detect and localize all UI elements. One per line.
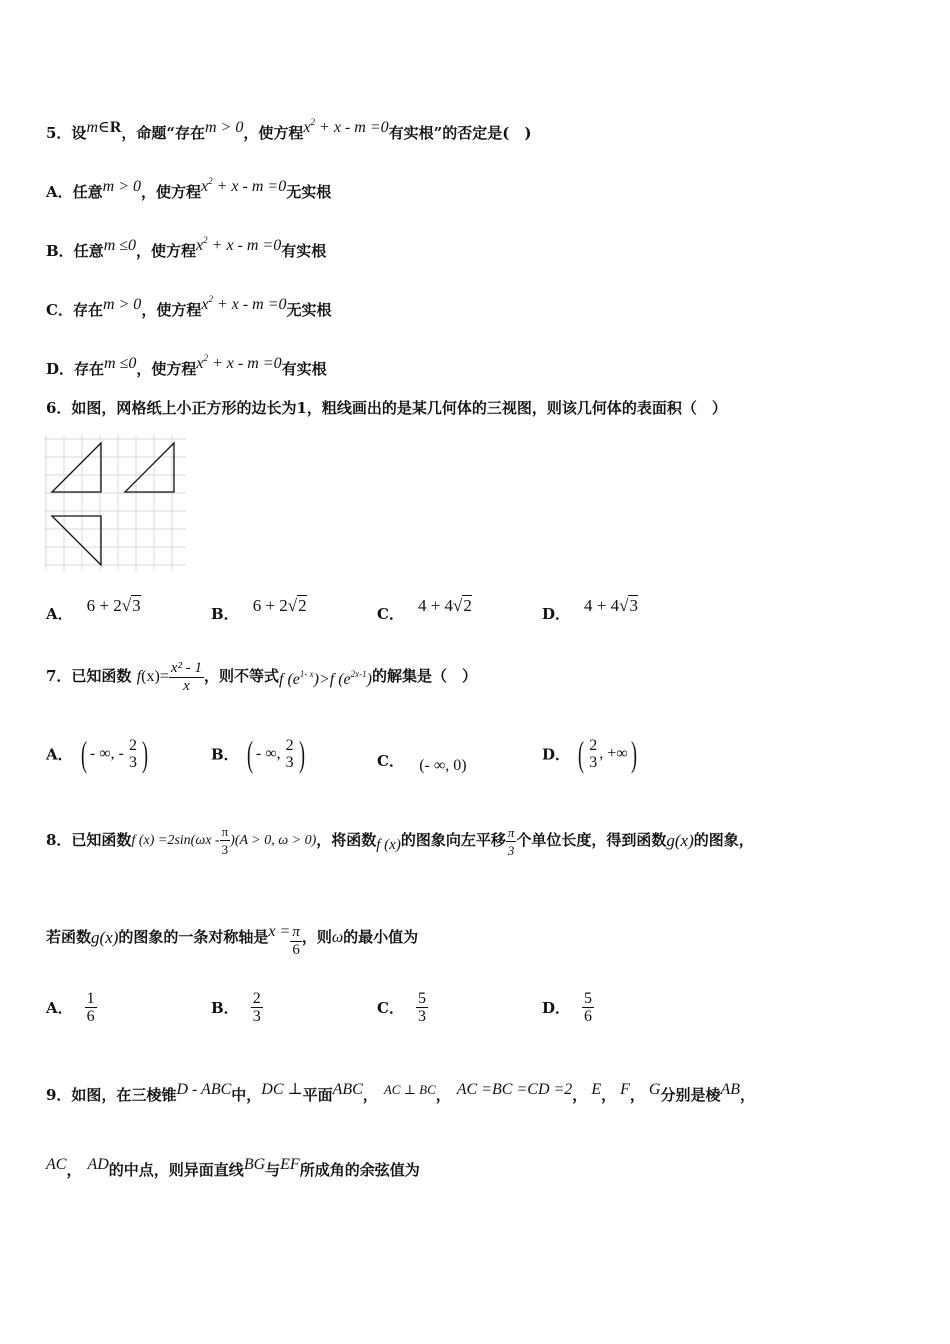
q9-l2-t4: 所成角的余弦值为	[299, 1161, 420, 1179]
option-value	[416, 990, 428, 1025]
q5-eq-x: x	[303, 119, 311, 136]
frac-den: 3	[417, 1008, 426, 1025]
option-label: A．任意	[46, 183, 103, 201]
q5-option-a[interactable]	[46, 171, 331, 202]
question-6-stem: 6．如图，网格纸上小正方形的边长为1，粗线画出的是某几何体的三视图，则该几何体的表面积（ ）	[46, 399, 727, 417]
q5-cond: m > 0	[205, 119, 244, 136]
q6-option-a[interactable]	[46, 596, 141, 624]
q7-fraction	[169, 660, 204, 695]
q9-t4: ，	[435, 1086, 451, 1104]
option-eq: $x^2 + x - m =0$	[196, 353, 282, 372]
q8-pi-over-3	[220, 823, 231, 858]
q6-option-d[interactable]	[542, 596, 638, 624]
option-label: B．任意	[46, 242, 104, 260]
frac-num: π	[292, 924, 300, 940]
q6-option-b[interactable]	[211, 596, 307, 624]
q9-G: G	[648, 1081, 661, 1098]
question-8-stem	[46, 822, 754, 863]
option-value: 4 + 4√2	[417, 596, 472, 615]
q5-option-d[interactable]	[46, 348, 327, 379]
option-label: D．	[542, 605, 571, 623]
value-rad: 2	[463, 596, 472, 615]
q8-fdef-b: )(A > 0, ω > 0)	[230, 833, 317, 848]
option-label: C．	[377, 605, 404, 623]
q7-option-c[interactable]	[377, 750, 467, 775]
q8-text-e: 的图象，	[693, 831, 754, 849]
option-tail: 有实根	[281, 360, 327, 378]
q9-l2-t2: 的中点，则异面直线	[108, 1161, 244, 1179]
value-op: + 4	[426, 596, 454, 615]
three-view-figure	[44, 435, 186, 571]
frac-den: 3	[221, 842, 229, 858]
q9-AC: AC	[46, 1156, 67, 1173]
frac-den: 3	[252, 1008, 261, 1025]
q8-omega: ω	[331, 929, 344, 946]
front-view-triangle	[52, 443, 101, 492]
q9-t9: ，	[740, 1086, 756, 1104]
option-value: 6 + 2√3	[86, 596, 141, 615]
option-value: (- ∞, 0)	[419, 757, 467, 774]
q9-F: F	[620, 1081, 630, 1098]
option-tail: 无实根	[286, 183, 332, 201]
q9-t7: ，	[629, 1086, 645, 1104]
q8-shift	[506, 824, 517, 859]
q8-text-b: ，将函数	[316, 831, 377, 849]
q8-fx: f (x)	[376, 837, 401, 853]
q5-eq: $x^2 + x - m =0$	[303, 117, 389, 136]
value-a: 6	[252, 596, 262, 615]
frac-num: 2	[589, 737, 598, 754]
option-label: D．	[542, 999, 571, 1017]
q9-dc: DC ⊥	[261, 1081, 303, 1098]
q7-ineq-end: )	[366, 671, 372, 688]
q5-text1: ，命题“存在	[121, 124, 206, 142]
q8-text-a: 8．已知函数	[46, 831, 132, 849]
option-value	[582, 990, 594, 1025]
frac-num: π	[221, 824, 229, 840]
option-eq: $x^2 + x - m =0$	[201, 294, 287, 313]
option-label: C．存在	[46, 301, 103, 319]
option-eq-rest: + x - m =0	[207, 355, 282, 372]
option-cond: m > 0	[102, 178, 141, 195]
q9-t8: 分别是棱	[660, 1086, 721, 1104]
value-op: + 4	[592, 596, 620, 615]
q5-R: R	[109, 119, 122, 136]
option-cond: m > 0	[102, 296, 142, 313]
q9-text-a: 9．如图，在三棱锥	[46, 1086, 177, 1104]
q8-fdef-a: f (x) =2sin(ωx -	[131, 833, 220, 848]
q9-equalities: AC =BC =CD =2	[456, 1081, 573, 1098]
option-eq-rest: + x - m =0	[207, 237, 282, 254]
value-rad: 3	[132, 596, 141, 615]
question-9-stem	[46, 1080, 755, 1105]
frac-den: 6	[86, 1008, 95, 1025]
q9-BG: BG	[243, 1156, 266, 1173]
frac-den: 3	[285, 754, 294, 771]
option-label: C．	[377, 999, 404, 1017]
option-label: D．	[542, 745, 571, 764]
option-label: C．	[377, 752, 404, 770]
option-label: B．	[211, 999, 239, 1017]
option-value	[85, 990, 97, 1025]
q8-option-d[interactable]	[542, 990, 594, 1025]
q5-number: 5．设	[46, 124, 87, 142]
option-label: D．存在	[46, 360, 105, 378]
q9-t1: 中，	[231, 1086, 262, 1104]
option-value: 6 + 2√2	[252, 596, 307, 615]
q8-line2-d: 的最小值为	[343, 928, 419, 946]
q7-text-c: 的解集是（ ）	[371, 667, 477, 685]
q9-ac-perp-bc: AC ⊥ BC	[383, 1082, 436, 1097]
frac-num: π	[507, 824, 515, 840]
right-paren: )	[141, 734, 148, 774]
question-9-line2	[46, 1155, 420, 1180]
q8-text-c: 的图象向左平移	[400, 831, 506, 849]
q7-text-a: 7．已知函数	[46, 667, 132, 685]
q9-EF: EF	[280, 1156, 300, 1173]
frac-num: 5	[417, 990, 426, 1007]
q7-inequality	[279, 656, 372, 698]
frac-num: 2	[285, 737, 294, 754]
q7-exp2: 2x-1	[350, 669, 367, 679]
q7-den: x	[183, 677, 190, 694]
option-eq: $x^2 + x - m =0$	[196, 235, 282, 254]
option-mid: ，使方程	[136, 360, 197, 378]
q7-fx: (x)=	[141, 668, 169, 685]
q9-t3: ，	[362, 1086, 378, 1104]
q7-num: x² - 1	[170, 659, 202, 676]
q8-gx: g(x)	[666, 831, 694, 850]
q8-axis-x: x =	[268, 923, 291, 940]
q8-function-def	[131, 823, 316, 859]
q7-exp1: 1- x	[299, 669, 314, 679]
value-frac	[127, 737, 139, 771]
q8-line2-b: 的图象的一条对称轴是	[118, 928, 269, 946]
question-8-line2	[46, 912, 418, 959]
option-cond: m ≤0	[103, 237, 137, 254]
option-value	[90, 737, 139, 771]
right-paren: )	[298, 734, 305, 774]
grid-lines	[44, 435, 186, 571]
q5-eq-rest: + x - m =0	[315, 119, 389, 136]
value-left: - ∞, -	[89, 745, 124, 762]
q8-line2-c: ，则	[301, 928, 332, 946]
q7-ineq-a: f (e	[279, 671, 300, 688]
q9-t6: ，	[601, 1086, 617, 1104]
frac-den: 6	[292, 942, 300, 958]
q9-t2: 平面	[302, 1086, 333, 1104]
frac-den: 3	[507, 842, 515, 858]
q9-t5: ，	[572, 1086, 588, 1104]
q5-text2: ，使方程	[243, 124, 304, 142]
q8-line2-gx: g(x)	[91, 928, 119, 947]
q9-pyramid: D - ABC	[176, 1081, 232, 1098]
value-left: - ∞,	[255, 745, 281, 762]
value-a: 6	[86, 596, 96, 615]
right-paren: )	[630, 734, 637, 774]
value-rad: 2	[298, 596, 307, 615]
q7-text-b: ，则不等式	[203, 667, 279, 685]
q7-function	[137, 659, 169, 695]
value-frac	[284, 737, 296, 771]
q9-l2-t1: ，	[66, 1161, 82, 1179]
question-5-stem	[46, 112, 531, 143]
q7-ineq-mid: )>f (e	[313, 671, 351, 688]
frac-den: 6	[584, 1008, 593, 1025]
q7-f: f	[136, 668, 142, 685]
question-7-stem	[46, 656, 477, 698]
option-label: A．	[46, 745, 73, 764]
q7-option-b[interactable]	[211, 736, 308, 772]
frac-num: 2	[128, 737, 137, 754]
value-rad: 3	[629, 596, 638, 615]
option-eq-rest: + x - m =0	[212, 178, 287, 195]
frac-den: 3	[589, 754, 598, 771]
q5-m-in: m∈	[86, 119, 110, 136]
q8-axis-frac	[290, 924, 302, 959]
value-a: 4	[584, 596, 593, 615]
side-view-triangle	[125, 443, 174, 492]
q9-AB: AB	[720, 1081, 741, 1098]
option-value	[251, 990, 263, 1025]
left-paren: (	[80, 734, 87, 774]
q9-l2-t3: 与	[265, 1161, 281, 1179]
q9-abc: ABC	[332, 1081, 363, 1098]
option-label: A．	[46, 605, 73, 623]
q7-option-d[interactable]	[542, 736, 640, 772]
frac-num: 1	[86, 990, 95, 1007]
option-label: A．	[46, 999, 73, 1017]
q8-line2-a: 若函数	[46, 928, 92, 946]
option-mid: ，使方程	[136, 242, 197, 260]
option-tail: 有实根	[281, 242, 327, 260]
value-op: + 2	[95, 596, 122, 615]
option-value: 4 + 4√3	[584, 596, 638, 615]
option-label: B．	[211, 605, 239, 623]
value-a: 4	[417, 596, 427, 615]
q9-AD: AD	[87, 1156, 109, 1173]
q8-option-c[interactable]	[377, 990, 428, 1025]
top-view-triangle	[52, 516, 101, 565]
option-eq-rest: + x - m =0	[212, 296, 287, 313]
option-label: B．	[211, 745, 239, 764]
option-value	[587, 737, 627, 771]
left-paren: (	[246, 734, 253, 774]
option-mid: ，使方程	[141, 301, 202, 319]
option-tail: 无实根	[286, 301, 332, 319]
q7-option-a[interactable]	[46, 736, 151, 772]
value-right: , +∞	[599, 745, 628, 762]
q5-text3: 有实根”的否定是( )	[388, 124, 532, 142]
q8-text-d: 个单位长度，得到函数	[516, 831, 667, 849]
option-cond: m ≤0	[104, 355, 137, 372]
q9-E: E	[591, 1081, 602, 1098]
option-eq: $x^2 + x - m =0$	[201, 176, 287, 195]
frac-num: 5	[584, 990, 593, 1007]
q8-option-b[interactable]	[211, 990, 263, 1025]
q5-option-c[interactable]	[46, 289, 332, 320]
q8-option-a[interactable]	[46, 990, 97, 1025]
option-value	[256, 737, 296, 771]
q5-option-b[interactable]	[46, 230, 326, 261]
q6-option-c[interactable]	[377, 596, 472, 624]
left-paren: (	[578, 734, 585, 774]
option-mid: ，使方程	[141, 183, 202, 201]
value-frac	[587, 737, 599, 771]
frac-num: 2	[252, 990, 261, 1007]
value-op: + 2	[261, 596, 288, 615]
frac-den: 3	[128, 754, 137, 771]
